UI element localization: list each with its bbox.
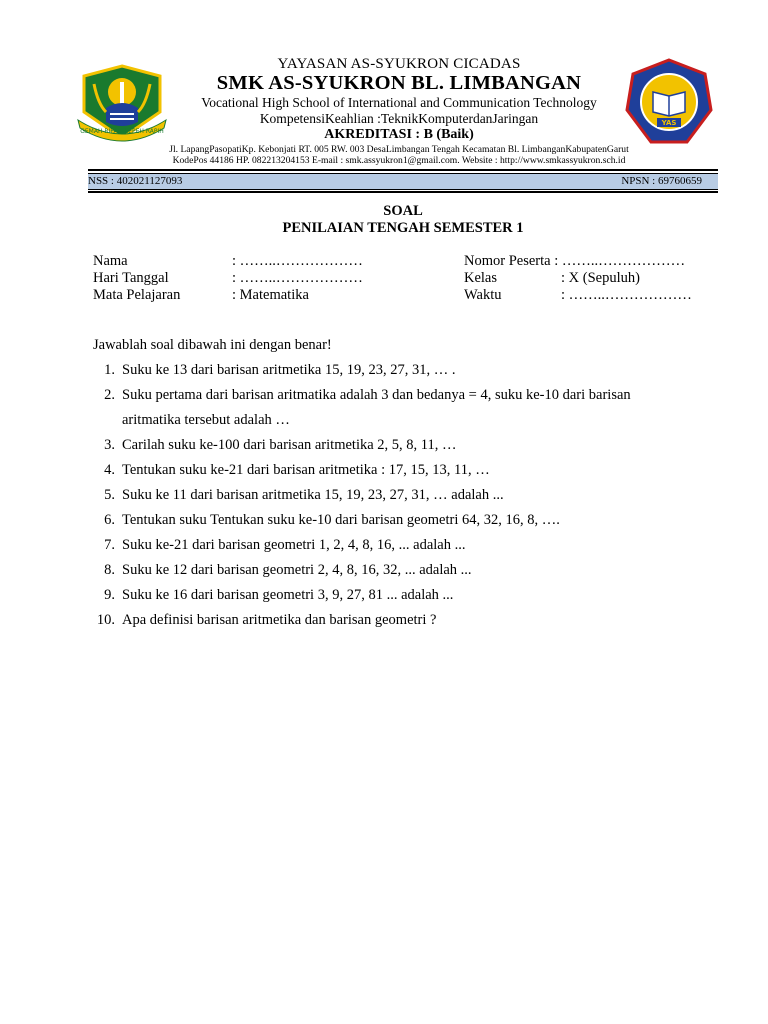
question-item bbox=[93, 358, 713, 383]
competency-line: KompetensiKeahlian :TeknikKomputerdanJaringan bbox=[259, 111, 539, 126]
question-number: 7. bbox=[104, 537, 115, 553]
subject-label: Mata Pelajaran bbox=[93, 287, 181, 303]
question-number: 9. bbox=[104, 587, 115, 603]
address-line-2: KodePos 44186 HP. 082213204153 E-mail : smk.assyukron1@gmail.com. Website : http://www.smkassyukron.sch.id bbox=[172, 155, 626, 166]
instructions: Jawablah soal dibawah ini dengan benar! bbox=[93, 337, 332, 353]
question-text: Apa definisi barisan aritmetika dan barisan geometri ? bbox=[122, 612, 437, 628]
question-item bbox=[93, 433, 713, 458]
question-item bbox=[93, 483, 713, 508]
date-field: : ……..……………… bbox=[232, 270, 363, 286]
header-divider-top bbox=[88, 169, 718, 171]
question-text: Suku ke 16 dari barisan geometri 3, 9, 27, 81 ... adalah ... bbox=[122, 587, 454, 603]
question-number: 1. bbox=[104, 362, 115, 378]
foundation-name: YAYASAN AS-SYUKRON CICADAS bbox=[277, 56, 521, 72]
class-value: : X (Sepuluh) bbox=[561, 270, 640, 286]
question-number: 2. bbox=[104, 387, 115, 403]
question-text: Carilah suku ke-100 dari barisan aritmetika 2, 5, 8, 11, … bbox=[122, 437, 457, 453]
question-number: 10. bbox=[96, 612, 115, 628]
question-text: Suku ke-21 dari barisan geometri 1, 2, 4, 8, 16, ... adalah ... bbox=[122, 537, 466, 553]
time-label: Waktu bbox=[464, 287, 502, 303]
question-item bbox=[93, 558, 713, 583]
school-subtitle: Vocational High School of International and Communication Technology bbox=[201, 95, 597, 110]
question-number: 6. bbox=[104, 512, 115, 528]
doc-title: SOAL bbox=[383, 203, 423, 219]
name-field: : ……..……………… bbox=[232, 253, 363, 269]
question-number: 5. bbox=[104, 487, 115, 503]
question-text: Tentukan suku Tentukan suku ke-10 dari barisan geometri 64, 32, 16, 8, …. bbox=[122, 512, 560, 528]
question-text: Suku ke 13 dari barisan aritmetika 15, 19, 23, 27, 31, … . bbox=[122, 362, 456, 378]
question-text: Suku pertama dari barisan aritmatika adalah 3 dan bedanya = 4, suku ke-10 dari barisan bbox=[122, 387, 631, 403]
question-item bbox=[93, 508, 713, 533]
question-item bbox=[93, 458, 713, 483]
subject-value: : Matematika bbox=[232, 287, 309, 303]
question-number: 4. bbox=[104, 462, 115, 478]
seal-badge-text: YAS bbox=[661, 119, 677, 127]
doc-subtitle: PENILAIAN TENGAH SEMESTER 1 bbox=[282, 220, 524, 236]
question-text: Suku ke 12 dari barisan geometri 2, 4, 8, 16, 32, ... adalah ... bbox=[122, 562, 472, 578]
address-line-1: Jl. LapangPasopatiKp. Kebonjati RT. 005 RW. 003 DesaLimbangan Tengah Kecamatan Bl. LimbanganKabupatenGarut bbox=[169, 144, 629, 155]
question-item bbox=[93, 533, 713, 558]
question-list bbox=[93, 358, 713, 633]
question-item bbox=[93, 383, 713, 433]
date-label: Hari Tanggal bbox=[93, 270, 169, 286]
npsn-number: NPSN : 69760659 bbox=[621, 175, 702, 187]
school-name: SMK AS-SYUKRON BL. LIMBANGAN bbox=[216, 72, 582, 94]
question-item bbox=[93, 608, 713, 633]
time-field: : ……..……………… bbox=[561, 287, 692, 303]
question-number: 3. bbox=[104, 437, 115, 453]
question-number: 8. bbox=[104, 562, 115, 578]
question-text: Suku ke 11 dari barisan aritmetika 15, 19, 23, 27, 31, … adalah ... bbox=[122, 487, 504, 503]
header-divider-bottom bbox=[88, 191, 718, 193]
question-item bbox=[93, 583, 713, 608]
registration-bar bbox=[88, 173, 718, 190]
nss-number: NSS : 402021127093 bbox=[88, 175, 183, 187]
participant-number-field: Nomor Peserta : ……..……………… bbox=[464, 253, 686, 269]
question-text-continuation: aritmatika tersebut adalah … bbox=[122, 412, 290, 428]
class-label: Kelas bbox=[464, 270, 498, 286]
accreditation-line: AKREDITASI : B (Baik) bbox=[324, 127, 474, 142]
name-label: Nama bbox=[93, 253, 128, 269]
logo-ribbon-text: GEMAH RIPAH REPEH RAPIH bbox=[80, 128, 164, 135]
question-text: Tentukan suku ke-21 dari barisan aritmetika : 17, 15, 13, 11, … bbox=[122, 462, 490, 478]
